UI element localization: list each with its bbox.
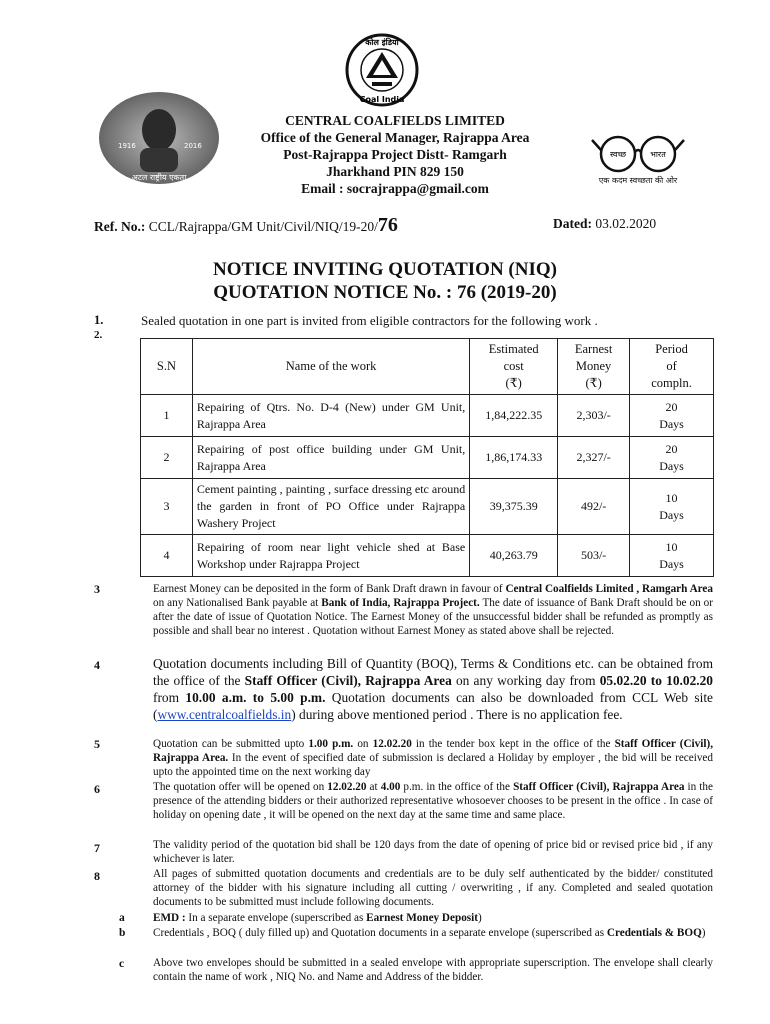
para5-t3: in the tender box kept in the office of the <box>411 738 615 750</box>
para4-text <box>153 655 713 723</box>
para3-text <box>153 582 713 638</box>
dated-label: Dated: <box>553 216 592 231</box>
sub-b-b1: Credentials & BOQ <box>606 927 702 939</box>
sub-b-label: b <box>119 927 126 939</box>
row-period-value: 20 <box>665 441 678 456</box>
company-name: CENTRAL COALFIELDS LIMITED <box>285 113 505 128</box>
para1-text: Sealed quotation in one part is invited from eligible contractors for the following work . <box>141 313 598 328</box>
table-row <box>141 479 714 535</box>
row-cost: 1,84,222.35 <box>470 395 558 437</box>
row-sn: 4 <box>141 535 193 577</box>
header-money-line1: Earnest <box>574 342 613 356</box>
para3-t3: The date of issuance of Bank Draft should be on or after the date of issue of Quotation Notice. The Earnest Money of the unsuccessful bidder shall be refunded as promptly as possible and shall bear no interest . Quotation without Earnest Money as stated above shall be rejected. <box>153 597 713 637</box>
ccl-website-link[interactable]: www.centralcoalfields.in <box>157 707 292 722</box>
para6-number: 6 <box>94 782 100 796</box>
header-cost <box>470 339 558 395</box>
row-sn: 1 <box>141 395 193 437</box>
row-name: Repairing of Qtrs. No. D-4 (New) under GM Unit, Rajrappa Area <box>192 395 469 437</box>
para6-t2: at <box>366 781 381 793</box>
row-period <box>630 535 714 577</box>
svg-text:अटल राष्ट्रीय एकता: अटल राष्ट्रीय एकता <box>131 173 187 182</box>
ref-number: 76 <box>377 214 398 236</box>
para3-t2: on any Nationalised Bank payable at <box>153 597 322 609</box>
sub-a-t1: In a separate envelope (superscribed as <box>185 912 367 924</box>
row-sn: 2 <box>141 437 193 479</box>
para4-t4: Quotation documents can also be downloaded from CCL Web site ( <box>153 690 713 722</box>
header-sn: S.N <box>141 339 193 395</box>
para4-t2: on any working day from <box>451 673 600 688</box>
ref-label: Ref. No.: <box>94 219 146 234</box>
para1-number: 1. <box>94 313 104 327</box>
coal-india-logo <box>344 30 420 110</box>
para5-t2: on <box>353 738 373 750</box>
para6-b3: Staff Officer (Civil), Rajrappa Area <box>513 781 685 793</box>
para5-t4: In the event of specified date of submission is declared a Holiday by employer , the bid will be received upto the appointed time on the next working day <box>153 752 713 778</box>
row-money: 2,327/- <box>558 437 630 479</box>
svg-text:2016: 2016 <box>184 142 202 150</box>
para7-number: 7 <box>94 841 100 855</box>
para6-text <box>153 780 713 822</box>
para3-t1: Earnest Money can be deposited in the form of Bank Draft drawn in favour of <box>153 583 506 595</box>
table-row <box>141 395 714 437</box>
header-money-line3: (₹) <box>585 376 602 390</box>
swachh-tagline: एक कदम स्वच्छता की ओर <box>598 176 678 185</box>
office-post: Post-Rajrappa Project Distt- Ramgarh <box>283 147 507 162</box>
header-money <box>558 339 630 395</box>
sub-c-label: c <box>119 958 125 970</box>
header-period-line2: of <box>666 359 677 373</box>
header-cost-line3: (₹) <box>505 376 522 390</box>
para4-number: 4 <box>94 658 100 672</box>
table-row <box>141 437 714 479</box>
ref-value: CCL/Rajrappa/GM Unit/Civil/NIQ/19-20/ <box>148 219 378 234</box>
swachh-bharat-glasses-logo <box>590 128 686 176</box>
title-line2: QUOTATION NOTICE No. : 76 (2019-20) <box>213 282 557 303</box>
dated <box>553 216 656 232</box>
header-name: Name of the work <box>192 339 469 395</box>
para5-b2: 12.02.20 <box>372 738 412 750</box>
row-period-value: 10 <box>665 539 678 554</box>
para4-t1: Quotation documents including Bill of Quantity (BOQ), Terms & Conditions etc. can be obtained from the office of the <box>153 656 713 688</box>
row-period-value: 20 <box>665 399 678 414</box>
row-money: 503/- <box>558 535 630 577</box>
row-cost: 1,86,174.33 <box>470 437 558 479</box>
header-period-line3: compln. <box>651 376 692 390</box>
para5-t1: Quotation can be submitted upto <box>153 738 309 750</box>
row-name: Cement painting , painting , surface dressing etc around the garden in front of PO Office under Rajrappa Washery Project <box>192 479 469 535</box>
header-cost-line2: cost <box>503 359 524 373</box>
sub-a-text <box>153 911 713 925</box>
svg-text:1916: 1916 <box>118 142 136 150</box>
row-name: Repairing of room near light vehicle shed at Base Workshop under Rajrappa Project <box>192 535 469 577</box>
sub-a-label: a <box>119 912 125 924</box>
row-period-unit: Days <box>659 416 684 431</box>
para7-text: The validity period of the quotation bid shall be 120 days from the date of opening of price bid or revised price bid , if any whichever is later. <box>153 839 713 865</box>
sub-a-t2: ) <box>477 912 482 924</box>
sub-b-text <box>153 926 713 940</box>
office-name: Office of the General Manager, Rajrappa Area <box>260 130 530 145</box>
para4-b1: Staff Officer (Civil), Rajrappa Area <box>244 673 452 688</box>
works-table <box>140 338 714 577</box>
para5-text <box>153 737 713 779</box>
centenary-portrait-emblem <box>96 88 222 188</box>
para3-b1: Central Coalfields Limited , Ramgarh Area <box>505 583 713 595</box>
header-period-line1: Period <box>655 342 688 356</box>
para4-b3: 10.00 a.m. to 5.00 p.m. <box>185 690 326 705</box>
para4-t5: ) during above mentioned period . There is no application fee. <box>291 707 623 722</box>
sub-a-b1: EMD : <box>153 912 186 924</box>
row-money: 492/- <box>558 479 630 535</box>
para8-text: All pages of submitted quotation documents and credentials are to be duly self authenticated by the bidder/ constituted attorney of the bidder with his signature including all cutting / overwriting , if any. Completed and sealed quotation documents to be submitted must include following documents. <box>153 868 713 908</box>
sub-b-t2: ) <box>701 927 706 939</box>
header-money-line2: Money <box>575 359 612 373</box>
table-row <box>141 535 714 577</box>
title-line1: NOTICE INVITING QUOTATION (NIQ) <box>213 259 557 280</box>
row-money: 2,303/- <box>558 395 630 437</box>
para4-b2: 05.02.20 to 10.02.20 <box>599 673 713 688</box>
para6-t4: in the presence of the attending bidders or their authorized representative whosoever chooses to be present in the office . In case of holiday on opening date , it will be opened on the next day at the same time and same place. <box>153 781 713 821</box>
svg-text:Coal India: Coal India <box>359 95 405 104</box>
para8-number: 8 <box>94 869 100 883</box>
row-sn: 3 <box>141 479 193 535</box>
sub-b-t1: Credentials , BOQ ( duly filled up) and Quotation documents in a separate envelope (superscribed as <box>153 927 607 939</box>
reference-number <box>94 214 398 237</box>
row-period <box>630 395 714 437</box>
row-period-value: 10 <box>665 490 678 505</box>
row-cost: 39,375.39 <box>470 479 558 535</box>
row-period-unit: Days <box>659 507 684 522</box>
row-cost: 40,263.79 <box>470 535 558 577</box>
header-period <box>630 339 714 395</box>
dated-value: 03.02.2020 <box>595 216 657 231</box>
notice-title <box>120 258 650 304</box>
row-name: Repairing of post office building under GM Unit, Rajrappa Area <box>192 437 469 479</box>
office-pin: Jharkhand PIN 829 150 <box>326 164 464 179</box>
row-period-unit: Days <box>659 556 684 571</box>
header-cost-line1: Estimated <box>488 342 539 356</box>
table-header-row <box>141 339 714 395</box>
letterhead <box>230 112 560 197</box>
para5-b3: Staff Officer (Civil), Rajrappa Area. <box>153 738 713 764</box>
row-period <box>630 479 714 535</box>
svg-text:कोल इंडिया: कोल इंडिया <box>365 38 399 47</box>
para3-b2: Bank of India, Rajrappa Project. <box>321 597 480 609</box>
sub-a-b2: Earnest Money Deposit <box>366 912 478 924</box>
svg-text:स्वच्छ: स्वच्छ <box>609 150 627 159</box>
para6-t1: The quotation offer will be opened on <box>153 781 328 793</box>
para6-b1: 12.02.20 <box>327 781 367 793</box>
sub-c-text: Above two envelopes should be submitted in a sealed envelope with appropriate superscription. The envelope shall clearly contain the name of work , NIQ No. and Name and Address of the bidder. <box>153 957 713 983</box>
para4-t3: from <box>153 690 186 705</box>
row-period <box>630 437 714 479</box>
para3-number: 3 <box>94 582 100 596</box>
para5-b1: 1.00 p.m. <box>308 738 354 750</box>
office-email: Email : socrajrappa@gmail.com <box>301 181 489 196</box>
row-period-unit: Days <box>659 458 684 473</box>
para5-number: 5 <box>94 737 100 751</box>
svg-text:भारत: भारत <box>650 150 666 159</box>
para6-b2: 4.00 <box>380 781 401 793</box>
para6-t3: p.m. in the office of the <box>400 781 514 793</box>
para2-number: 2. <box>94 329 103 341</box>
